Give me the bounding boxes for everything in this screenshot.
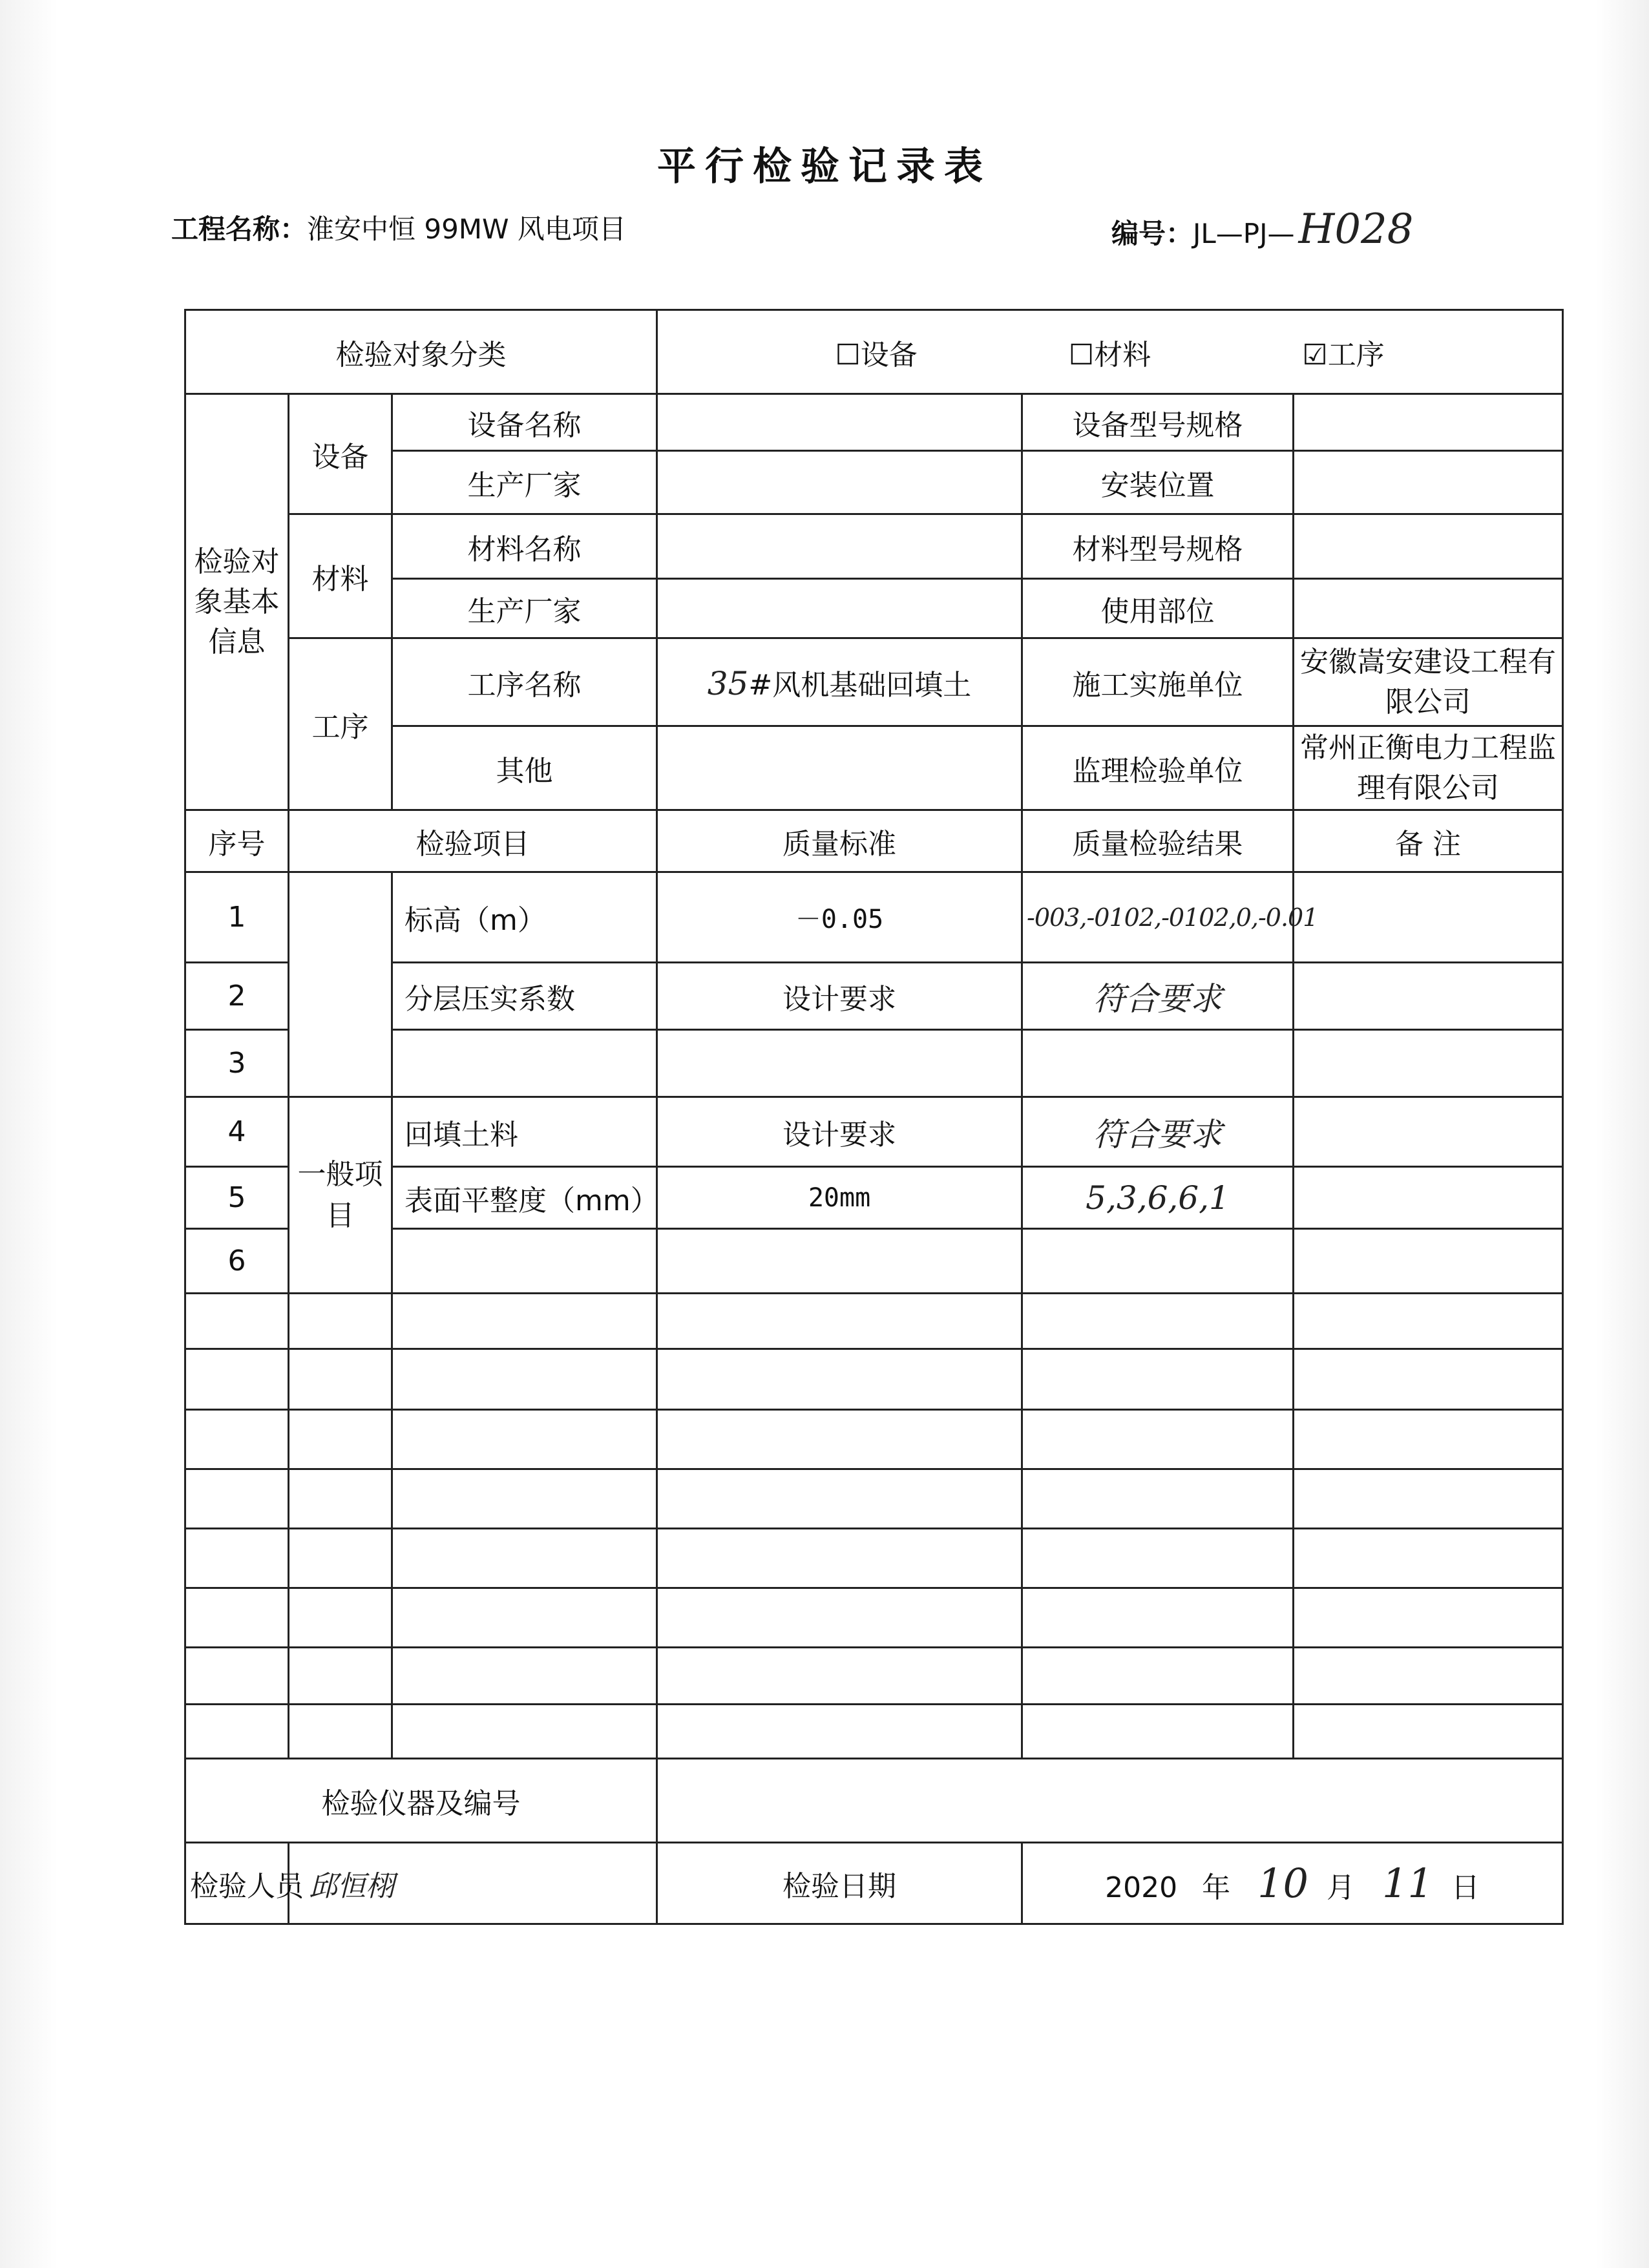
material-row-2 <box>185 579 1563 638</box>
equipment-maker-label: 生产厂家 <box>392 451 657 514</box>
form-code <box>1111 205 1413 253</box>
equipment-location-label: 安装位置 <box>1022 451 1294 514</box>
item-result[interactable]: -003,-0102,-0102,0,-0.01 <box>1022 872 1294 963</box>
inspection-date[interactable] <box>1022 1843 1563 1924</box>
item-result[interactable] <box>1022 1030 1294 1097</box>
instrument-value[interactable] <box>657 1759 1563 1843</box>
equipment-group-label: 设备 <box>289 394 392 514</box>
item-result[interactable]: 符合要求 <box>1022 963 1294 1030</box>
other-value[interactable] <box>657 726 1022 810</box>
item-remark[interactable] <box>1294 1030 1563 1097</box>
instrument-row <box>185 1759 1563 1843</box>
empty-row <box>185 1588 1563 1648</box>
material-usage-value[interactable] <box>1294 579 1563 638</box>
item-name: 回填土料 <box>392 1097 657 1167</box>
material-name-value[interactable] <box>657 514 1022 579</box>
process-name-label: 工序名称 <box>392 638 657 726</box>
date-year-unit: 年 <box>1202 1871 1231 1904</box>
item-remark[interactable] <box>1294 872 1563 963</box>
item-remark[interactable] <box>1294 1167 1563 1229</box>
code-prefix: JL—PJ— <box>1193 218 1295 249</box>
table-row <box>185 1229 1563 1294</box>
item-name <box>392 1229 657 1294</box>
material-row-1 <box>185 514 1563 579</box>
option-process[interactable]: ☑工序 <box>1302 338 1385 372</box>
date-label: 检验日期 <box>657 1843 1022 1924</box>
item-standard <box>657 1030 1022 1097</box>
date-day: 11 <box>1382 1860 1433 1907</box>
process-name-value[interactable] <box>657 638 1022 726</box>
items-header-row <box>185 810 1563 872</box>
construction-unit-value[interactable]: 安徽嵩安建设工程有限公司 <box>1294 638 1563 726</box>
equipment-name-value[interactable] <box>657 394 1022 451</box>
item-remark[interactable] <box>1294 1229 1563 1294</box>
category-row <box>185 310 1563 394</box>
empty-row <box>185 1469 1563 1529</box>
date-month: 10 <box>1257 1860 1308 1907</box>
page-title: 平行检验记录表 <box>657 144 992 189</box>
project-value: 淮安中恒 99MW 风电项目 <box>307 213 626 245</box>
material-name-label: 材料名称 <box>392 514 657 579</box>
table-row <box>185 963 1563 1030</box>
item-no: 3 <box>185 1030 289 1097</box>
item-name: 表面平整度（mm） <box>392 1167 657 1229</box>
project-line <box>171 208 626 247</box>
checkbox-checked-icon: ☑ <box>1302 338 1328 372</box>
construction-unit-label: 施工实施单位 <box>1022 638 1294 726</box>
option-material[interactable]: ☐材料 <box>1068 338 1151 372</box>
empty-row <box>185 1648 1563 1705</box>
item-standard: 20mm <box>657 1167 1022 1229</box>
material-model-value[interactable] <box>1294 514 1563 579</box>
material-maker-value[interactable] <box>657 579 1022 638</box>
code-handwritten: H028 <box>1298 205 1414 253</box>
category-label: 检验对象分类 <box>185 310 657 394</box>
process-group-label: 工序 <box>289 638 392 810</box>
header-item: 检验项目 <box>289 810 657 872</box>
material-usage-label: 使用部位 <box>1022 579 1294 638</box>
equipment-model-value[interactable] <box>1294 394 1563 451</box>
other-label: 其他 <box>392 726 657 810</box>
item-no: 2 <box>185 963 289 1030</box>
process-name-text: #风机基础回填土 <box>748 668 972 702</box>
process-row-1 <box>185 638 1563 726</box>
item-name: 分层压实系数 <box>392 963 657 1030</box>
material-model-label: 材料型号规格 <box>1022 514 1294 579</box>
item-result[interactable]: 符合要求 <box>1022 1097 1294 1167</box>
item-no: 5 <box>185 1167 289 1229</box>
equipment-row-1 <box>185 394 1563 451</box>
item-standard: 设计要求 <box>657 963 1022 1030</box>
header-result: 质量检验结果 <box>1022 810 1294 872</box>
item-no: 1 <box>185 872 289 963</box>
table-row <box>185 1097 1563 1167</box>
item-standard <box>657 1229 1022 1294</box>
table-row <box>185 872 1563 963</box>
table-row <box>185 1030 1563 1097</box>
item-no: 6 <box>185 1229 289 1294</box>
header-no: 序号 <box>185 810 289 872</box>
material-maker-label: 生产厂家 <box>392 579 657 638</box>
checkbox-empty-icon: ☐ <box>1068 338 1095 372</box>
project-label: 工程名称： <box>171 213 308 245</box>
empty-row <box>185 1705 1563 1759</box>
supervisor-label: 监理检验单位 <box>1022 726 1294 810</box>
process-row-2 <box>185 726 1563 810</box>
material-group-label: 材料 <box>289 514 392 638</box>
equipment-row-2 <box>185 451 1563 514</box>
process-number-handwritten: 35 <box>707 664 749 702</box>
empty-row <box>185 1410 1563 1469</box>
code-label: 编号： <box>1111 218 1193 249</box>
general-items-label: 一般项目 <box>289 1097 392 1294</box>
item-standard: 设计要求 <box>657 1097 1022 1167</box>
equipment-name-label: 设备名称 <box>392 394 657 451</box>
footer-row <box>185 1843 1563 1924</box>
inspection-table <box>184 309 1564 1925</box>
inspector-label: 检验人员 <box>185 1843 289 1924</box>
empty-row <box>185 1529 1563 1588</box>
item-remark[interactable] <box>1294 963 1563 1030</box>
item-standard: －0.05 <box>657 872 1022 963</box>
empty-row <box>185 1294 1563 1349</box>
basic-info-label: 检验对象基本信息 <box>185 394 289 810</box>
item-remark[interactable] <box>1294 1097 1563 1167</box>
header-remark: 备 注 <box>1294 810 1563 872</box>
item-no: 4 <box>185 1097 289 1167</box>
equipment-maker-value[interactable] <box>657 451 1022 514</box>
item-name <box>392 1030 657 1097</box>
instrument-label: 检验仪器及编号 <box>185 1759 657 1843</box>
category-options <box>657 310 1563 394</box>
empty-row <box>185 1349 1563 1410</box>
item-group-blank <box>289 872 392 1097</box>
date-month-unit: 月 <box>1327 1871 1355 1904</box>
item-name: 标高（m） <box>392 872 657 963</box>
equipment-model-label: 设备型号规格 <box>1022 394 1294 451</box>
supervisor-value[interactable]: 常州正衡电力工程监理有限公司 <box>1294 726 1563 810</box>
date-year: 2020 <box>1105 1871 1178 1904</box>
date-day-unit: 日 <box>1451 1871 1480 1904</box>
option-equipment[interactable]: ☐设备 <box>835 338 918 372</box>
table-row <box>185 1167 1563 1229</box>
equipment-location-value[interactable] <box>1294 451 1563 514</box>
checkbox-empty-icon: ☐ <box>835 338 861 372</box>
header-standard: 质量标准 <box>657 810 1022 872</box>
item-result[interactable] <box>1022 1229 1294 1294</box>
item-result[interactable]: 5,3,6,6,1 <box>1022 1167 1294 1229</box>
inspector-signature[interactable]: 邱恒栩 <box>289 1843 657 1924</box>
